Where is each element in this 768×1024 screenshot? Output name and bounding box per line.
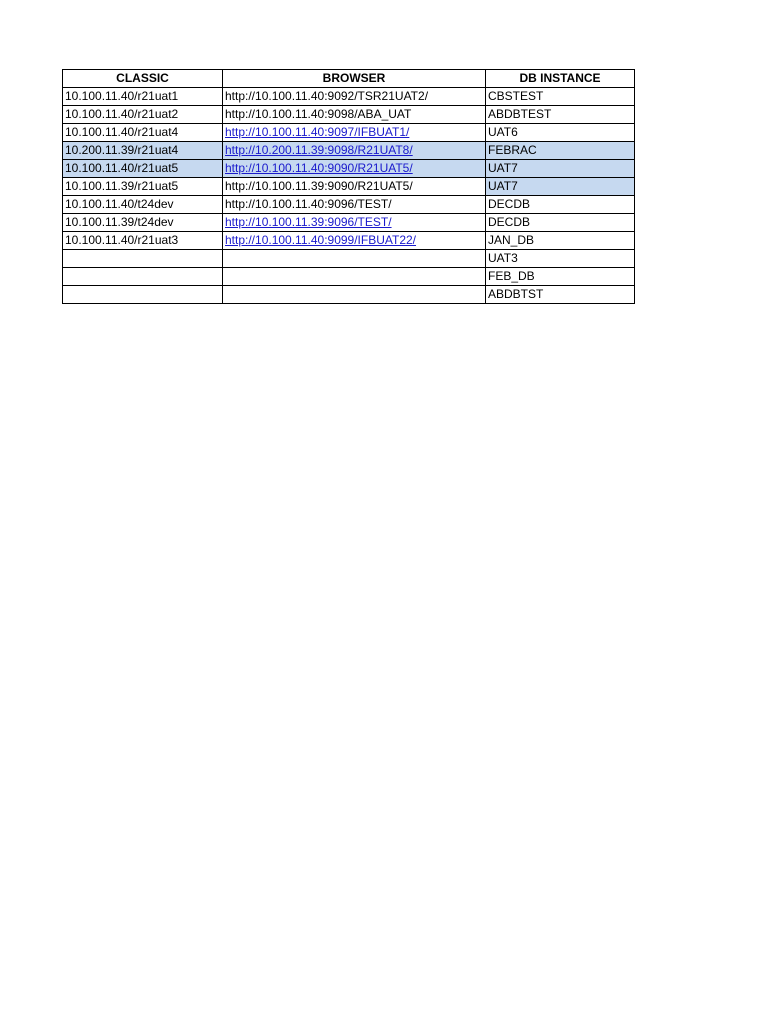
browser-link[interactable]: http://10.100.11.40:9099/IFBUAT22/ [225,233,417,247]
db-instance-cell: UAT6 [486,124,635,142]
classic-cell: 10.100.11.40/r21uat5 [63,160,223,178]
classic-cell: 10.100.11.40/r21uat1 [63,88,223,106]
browser-cell [223,286,486,304]
db-instance-cell: ABDBTST [486,286,635,304]
classic-cell [63,250,223,268]
header-db-instance: DB INSTANCE [486,70,635,88]
classic-cell: 10.100.11.39/r21uat5 [63,178,223,196]
browser-cell: http://10.100.11.39:9090/R21UAT5/ [223,178,486,196]
browser-cell [223,232,486,250]
browser-cell [223,250,486,268]
server-table [62,69,635,304]
db-instance-cell: UAT7 [486,160,635,178]
browser-cell [223,160,486,178]
db-instance-cell: ABDBTEST [486,106,635,124]
browser-cell: http://10.100.11.40:9092/TSR21UAT2/ [223,88,486,106]
db-instance-cell: FEBRAC [486,142,635,160]
browser-cell [223,142,486,160]
classic-cell: 10.200.11.39/r21uat4 [63,142,223,160]
db-instance-cell: FEB_DB [486,268,635,286]
table-row [63,196,635,214]
table-row [63,124,635,142]
browser-link[interactable]: http://10.100.11.40:9090/R21UAT5/ [225,161,413,175]
header-classic: CLASSIC [63,70,223,88]
header-browser: BROWSER [223,70,486,88]
table-row [63,160,635,178]
table-row [63,232,635,250]
classic-cell: 10.100.11.40/t24dev [63,196,223,214]
db-instance-cell: DECDB [486,196,635,214]
classic-cell [63,286,223,304]
browser-cell [223,268,486,286]
table-row [63,286,635,304]
browser-cell [223,124,486,142]
table-row [63,106,635,124]
db-instance-cell: UAT3 [486,250,635,268]
classic-cell: 10.100.11.40/r21uat3 [63,232,223,250]
classic-cell [63,268,223,286]
browser-link[interactable]: http://10.100.11.39:9096/TEST/ [225,215,392,229]
table-row [63,214,635,232]
table-row [63,268,635,286]
table-row [63,142,635,160]
classic-cell: 10.100.11.39/t24dev [63,214,223,232]
browser-cell: http://10.100.11.40:9096/TEST/ [223,196,486,214]
table-row [63,250,635,268]
table-row [63,178,635,196]
browser-link[interactable]: http://10.200.11.39:9098/R21UAT8/ [225,143,413,157]
browser-cell: http://10.100.11.40:9098/ABA_UAT [223,106,486,124]
header-row [63,70,635,88]
db-instance-cell: UAT7 [486,178,635,196]
db-instance-cell: DECDB [486,214,635,232]
classic-cell: 10.100.11.40/r21uat4 [63,124,223,142]
db-instance-cell: JAN_DB [486,232,635,250]
table-body [63,88,635,304]
classic-cell: 10.100.11.40/r21uat2 [63,106,223,124]
browser-link[interactable]: http://10.100.11.40:9097/IFBUAT1/ [225,125,410,139]
browser-cell [223,214,486,232]
db-instance-cell: CBSTEST [486,88,635,106]
table-row [63,88,635,106]
